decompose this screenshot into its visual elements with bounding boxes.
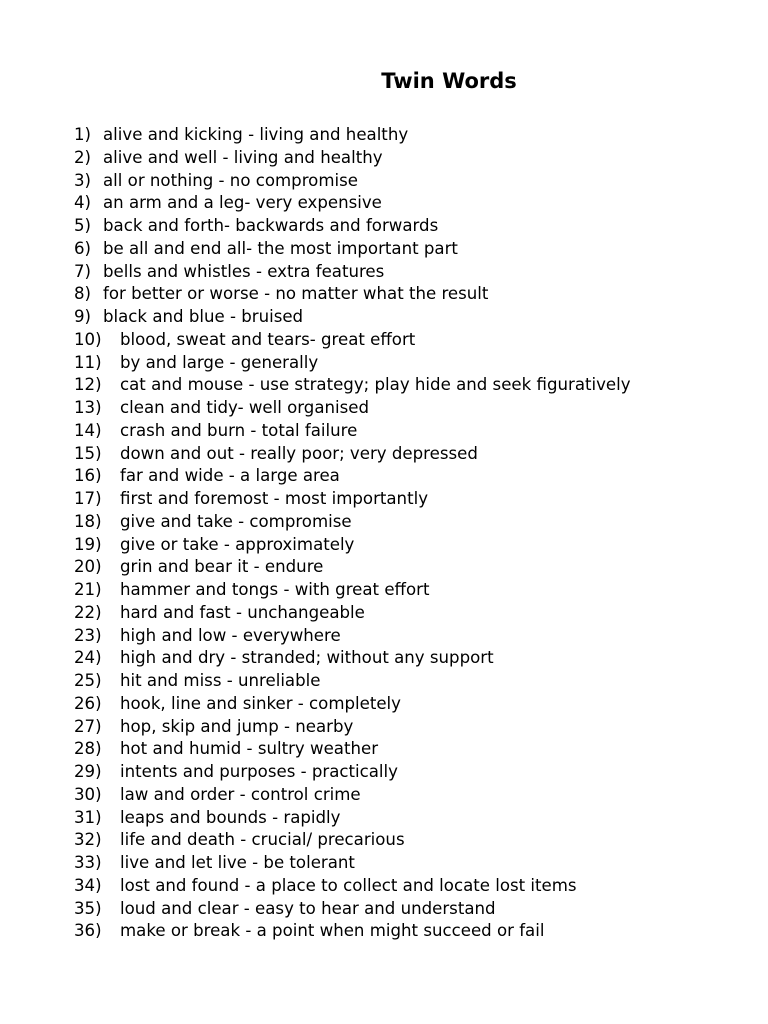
item-number: 4) [74,193,92,213]
item-text: high and dry - stranded; without any support [120,648,494,668]
list-item [74,147,631,170]
list-item [74,556,631,579]
list-item [74,647,631,670]
item-number: 25) [74,671,102,690]
list-item [74,738,631,761]
item-text: far and wide - a large area [120,466,340,486]
list-item [74,534,631,557]
item-number: 9) [74,307,92,326]
item-text: hop, skip and jump - nearby [120,716,354,736]
list-item [74,852,631,875]
item-text: give and take - compromise [120,511,352,531]
item-number: 19) [74,534,102,554]
list-item [74,283,631,306]
item-text: law and order - control crime [120,784,361,804]
list-item [74,579,631,602]
item-text: down and out - really poor; very depressed [120,443,478,463]
item-number: 34) [74,875,102,895]
item-text: intents and purposes - practically [120,762,398,781]
list-item [74,261,631,284]
list-item [74,397,631,420]
item-number: 26) [74,693,102,713]
item-number: 17) [74,489,102,508]
item-text: all or nothing - no compromise [103,170,358,190]
item-text: back and forth- backwards and forwards [103,216,439,235]
item-text: grin and bear it - endure [120,557,324,577]
list-item [74,898,631,921]
list-item [74,602,631,625]
list-item [74,329,631,352]
item-number: 21) [74,580,102,599]
item-number: 30) [74,784,102,804]
item-number: 2) [74,147,92,167]
list-item [74,124,631,147]
item-text: hot and humid - sultry weather [120,739,379,759]
item-text: be all and end all- the most important part [103,238,458,258]
list-item [74,920,631,943]
item-text: lost and found - a place to collect and locate lost items [120,875,577,895]
list-item [74,465,631,488]
item-text: hammer and tongs - with great effort [120,580,430,599]
document-title: Twin Words [381,69,517,93]
item-text: alive and well - living and healthy [103,147,383,167]
list-item [74,192,631,215]
list-item [74,215,631,238]
item-text: life and death - crucial/ precarious [120,830,405,850]
item-number: 23) [74,625,102,645]
item-text: for better or worse - no matter what the result [103,284,489,304]
item-text: by and large - generally [120,352,319,372]
item-number: 6) [74,238,92,258]
item-number: 31) [74,807,102,827]
item-number: 12) [74,375,102,395]
list-item [74,352,631,375]
item-number: 27) [74,716,102,736]
item-number: 15) [74,443,102,463]
list-item [74,511,631,534]
item-number: 1) [74,125,92,144]
item-number: 16) [74,466,102,486]
list-item [74,875,631,898]
list-item [74,693,631,716]
item-text: live and let live - be tolerant [120,853,355,872]
item-text: hook, line and sinker - completely [120,693,401,713]
item-number: 5) [74,216,92,235]
item-number: 8) [74,284,92,304]
item-text: high and low - everywhere [120,625,341,645]
list-item [74,829,631,852]
item-text: blood, sweat and tears- great effort [120,329,416,349]
list-item [74,784,631,807]
item-text: crash and burn - total failure [120,420,358,440]
list-item [74,761,631,784]
item-text: an arm and a leg- very expensive [103,193,382,213]
item-number: 33) [74,853,102,872]
item-number: 10) [74,329,102,349]
item-number: 24) [74,648,102,668]
list-item [74,716,631,739]
item-number: 7) [74,261,92,281]
list-item [74,625,631,648]
item-text: first and foremost - most importantly [120,489,429,508]
item-number: 14) [74,420,102,440]
item-text: black and blue - bruised [103,307,304,326]
item-text: make or break - a point when might succeed or fail [120,921,545,941]
item-text: cat and mouse - use strategy; play hide and seek figuratively [120,375,631,395]
item-number: 29) [74,762,102,781]
list-item [74,443,631,466]
item-text: bells and whistles - extra features [103,261,385,281]
item-number: 13) [74,398,102,417]
list-item [74,420,631,443]
item-text: hit and miss - unreliable [120,671,321,690]
list-item [74,374,631,397]
item-text: give or take - approximately [120,534,355,554]
item-number: 3) [74,170,92,190]
list-item [74,238,631,261]
item-text: clean and tidy- well organised [120,398,370,417]
item-number: 11) [74,352,102,372]
list-item [74,170,631,193]
item-number: 28) [74,739,102,759]
item-number: 22) [74,602,102,622]
list-item [74,488,631,511]
item-number: 32) [74,830,102,850]
item-text: loud and clear - easy to hear and understand [120,898,496,918]
item-number: 35) [74,898,102,918]
item-text: hard and fast - unchangeable [120,602,365,622]
item-number: 18) [74,511,102,531]
twin-words-list [74,124,631,943]
list-item [74,670,631,693]
item-text: leaps and bounds - rapidly [120,807,341,827]
list-item [74,807,631,830]
item-number: 36) [74,921,102,941]
item-number: 20) [74,557,102,577]
item-text: alive and kicking - living and healthy [103,125,409,144]
list-item [74,306,631,329]
